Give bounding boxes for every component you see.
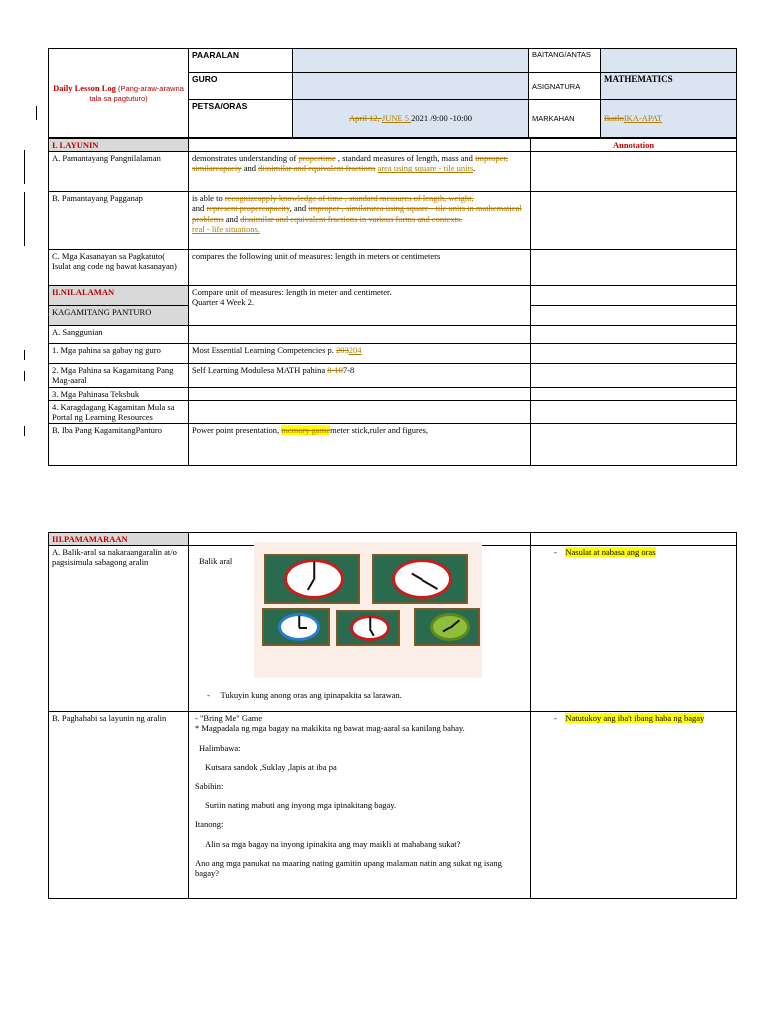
nilalaman-text: [189, 286, 531, 326]
iba-pang-label: B. Iba Pang KagamitangPanturo: [49, 424, 189, 466]
inserted-text: real - life situations.: [192, 223, 260, 234]
empty-cell: [189, 400, 531, 423]
deleted-text: propertime: [298, 153, 336, 164]
text-run: and: [192, 203, 207, 214]
text-run: Most Essential Learning Competencies p.: [192, 345, 336, 356]
guro-label: GURO: [189, 73, 293, 100]
asignatura-label: ASIGNATURA: [529, 73, 601, 100]
magpadala-text: * Magpadala ng mga bagay na makikita ng bawat mag-aaral sa kanilang bahay.: [195, 723, 465, 734]
nilalaman-heading: II.NILALAMAN: [49, 286, 189, 306]
pamamaraan-heading: III.PAMAMARAAN: [49, 533, 189, 546]
iba-pang-text: [189, 424, 531, 466]
empty-cell: [189, 139, 531, 152]
date-value: [293, 100, 529, 138]
empty-cell: [189, 326, 531, 344]
date-new: JUNE 5: [381, 113, 412, 124]
subject-value: MATHEMATICS: [601, 73, 737, 100]
text-run: Tukuyin kung anong oras ang ipinapakita sa larawan.: [220, 690, 402, 701]
header-table: [48, 48, 737, 138]
dll-subtitle: (Pang-araw-arawna tala sa pagtuturo): [89, 83, 184, 103]
baitang-label: BAITANG/ANTAS: [529, 49, 601, 73]
sabihin-label: Sabihin:: [195, 780, 224, 791]
clock-icon: [414, 608, 480, 646]
annotation-cell: [531, 364, 737, 387]
text-run: and: [223, 213, 241, 224]
sanggunian-label: A. Sanggunian: [49, 326, 189, 344]
annotation-cell: [531, 546, 737, 712]
pangnilalaman-text: [189, 152, 531, 192]
revision-bar: [24, 350, 25, 360]
revision-bar: [24, 150, 25, 184]
bullet: -: [207, 690, 221, 701]
empty-cell: [189, 387, 531, 400]
revision-bar: [24, 192, 25, 246]
deleted-text: capacity: [261, 203, 290, 214]
date-rest: 2021 /9:00 -10:00: [411, 113, 473, 124]
text-run: and: [241, 163, 259, 174]
inserted-text: area using square - tile units: [377, 163, 474, 174]
kagamitan-heading: KAGAMITANG PANTURO: [49, 306, 189, 326]
annotation-cell: [531, 250, 737, 286]
deleted-text: improper , similar: [308, 203, 370, 214]
gabay-guro-text: [189, 344, 531, 364]
suriin-text: Suriin nating mabuti ang inyong mga ipinakitang bagay.: [205, 800, 397, 811]
annotation-cell: [531, 192, 737, 250]
clock-icon: [372, 554, 468, 604]
text-run: is able to: [192, 193, 225, 204]
highlight-text: Natutukoy ang iba't ibang haba ng bagay: [565, 713, 705, 724]
text-run: Compare unit of measures: length in meter and centimeter.: [192, 287, 392, 298]
pagganap-label: B. Pamantayang Pagganap: [49, 192, 189, 250]
text-run: Self Learning Modulesa MATH pahina: [192, 365, 328, 376]
objectives-table: [48, 138, 737, 466]
halimbawa-label: Halimbawa:: [199, 742, 241, 753]
text-run: Power point presentation,: [192, 425, 282, 436]
deleted-text: dissimilar and equivalent fractions in various forms and contexts.: [240, 213, 463, 224]
deleted-text: memory game: [281, 425, 331, 436]
annotation-cell: [531, 424, 737, 466]
inserted-text: 204: [348, 345, 362, 356]
text-run: , standard measures of length, mass and: [335, 153, 476, 164]
text-run: demonstrates understanding of: [192, 153, 299, 164]
empty-cell: [531, 533, 737, 546]
quarter-old: Ikatlo: [604, 113, 624, 124]
text-run: meter stick,ruler and figures,: [330, 425, 429, 436]
baitang-value: [601, 49, 737, 73]
annotation-cell: [531, 344, 737, 364]
text-run: Quarter 4 Week 2.: [192, 297, 254, 308]
mag-aaral-label: 2. Mga Pahina sa Kagamitang Pang Mag-aaral: [49, 364, 189, 387]
layunin-heading: I. LAYUNIN: [49, 139, 189, 152]
revision-bar: [36, 106, 37, 120]
paghahabi-label: B. Paghahabi sa layunin ng aralin: [49, 712, 189, 899]
annotation-cell: [531, 306, 737, 326]
dll-title: Daily Lesson Log: [53, 82, 116, 93]
deleted-text: 8-10: [327, 365, 343, 376]
annotation-cell: [531, 400, 737, 423]
clock-icon: [264, 554, 360, 604]
alin-text: Alin sa mga bagay na inyong ipinakita ang may maikli at mahabang sukat?: [205, 838, 461, 849]
revision-bar: [24, 426, 25, 436]
revision-bar: [24, 371, 25, 381]
deleted-text: area using square - tile units in mathematical problems: [192, 203, 522, 224]
paaralan-value: [293, 49, 529, 73]
ano-text: Ano ang mga panukat na maaring nating gamitin upang malaman natin ang sukat ng isang bagay?: [195, 857, 502, 878]
deleted-text: 203: [336, 345, 349, 356]
deleted-text: recognizeapply knowledge of time , standard measures of length, weight,: [224, 193, 474, 204]
itanong-label: Itanong:: [195, 819, 224, 830]
annotation-cell: [531, 326, 737, 344]
dll-title-cell: [49, 49, 189, 138]
mag-aaral-text: [189, 364, 531, 387]
annotation-cell: [531, 712, 737, 899]
pagganap-text: [189, 192, 531, 250]
petsa-label: PETSA/ORAS: [189, 100, 293, 138]
deleted-text: dissimilar and equivalent fractions: [258, 163, 376, 174]
annotation-heading: Annotation: [531, 139, 737, 152]
annotation-item: - Natutukoy ang iba't ibang haba ng bagay: [554, 713, 705, 724]
balik-aral-text: Balik aral: [199, 556, 233, 567]
quarter-value: [601, 100, 737, 138]
deleted-text: capaciy: [215, 163, 242, 174]
balik-aral-label: A. Balik-aral sa nakaraangaralin at/o pagsisimula sabagong aralin: [49, 546, 189, 712]
highlight-text: Nasulat at nabasa ang oras: [565, 547, 656, 558]
game-title: - "Bring Me" Game: [195, 713, 263, 724]
markahan-label: MARKAHAN: [529, 100, 601, 138]
paaralan-label: PAARALAN: [189, 49, 293, 73]
text-run: .: [473, 163, 476, 174]
paghahabi-content: [189, 712, 531, 899]
annotation-cell: [531, 387, 737, 400]
examples-text: Kutsara sandok ,Suklay ,lapis at iba pa: [205, 761, 337, 772]
portal-label: 4. Karagdagang Kagamitan Mula sa Portal ng Learning Resources: [49, 400, 189, 423]
guro-value: [293, 73, 529, 100]
gabay-guro-label: 1. Mga pahina sa gabay ng guro: [49, 344, 189, 364]
text-run: , and: [289, 203, 309, 214]
clock-icon: [262, 608, 330, 646]
clocks-image: [254, 542, 482, 678]
text-run: 7-8: [342, 365, 355, 376]
clock-icon: [336, 610, 400, 646]
deleted-text: improper, similar: [192, 153, 508, 174]
kasanayan-label: C. Mga Kasanayan sa Pagkatuto( Isulat ang code ng bawat kasanayan): [49, 250, 189, 286]
date-old: April 12,: [348, 113, 382, 124]
kasanayan-text: compares the following unit of measures: length in meters or centimeters: [189, 250, 531, 286]
annotation-cell: [531, 152, 737, 192]
teksbuk-label: 3. Mga Pahinasa Teksbuk: [49, 387, 189, 400]
pangnilalaman-label: A. Pamantayang Pangnilalaman: [49, 152, 189, 192]
tukuyin-text: [207, 690, 402, 700]
quarter-new: IKA-APAT: [623, 113, 663, 124]
annotation-cell: [531, 286, 737, 306]
annotation-item: - Nasulat at nabasa ang oras: [554, 547, 656, 558]
deleted-text: represent proper: [206, 203, 262, 214]
